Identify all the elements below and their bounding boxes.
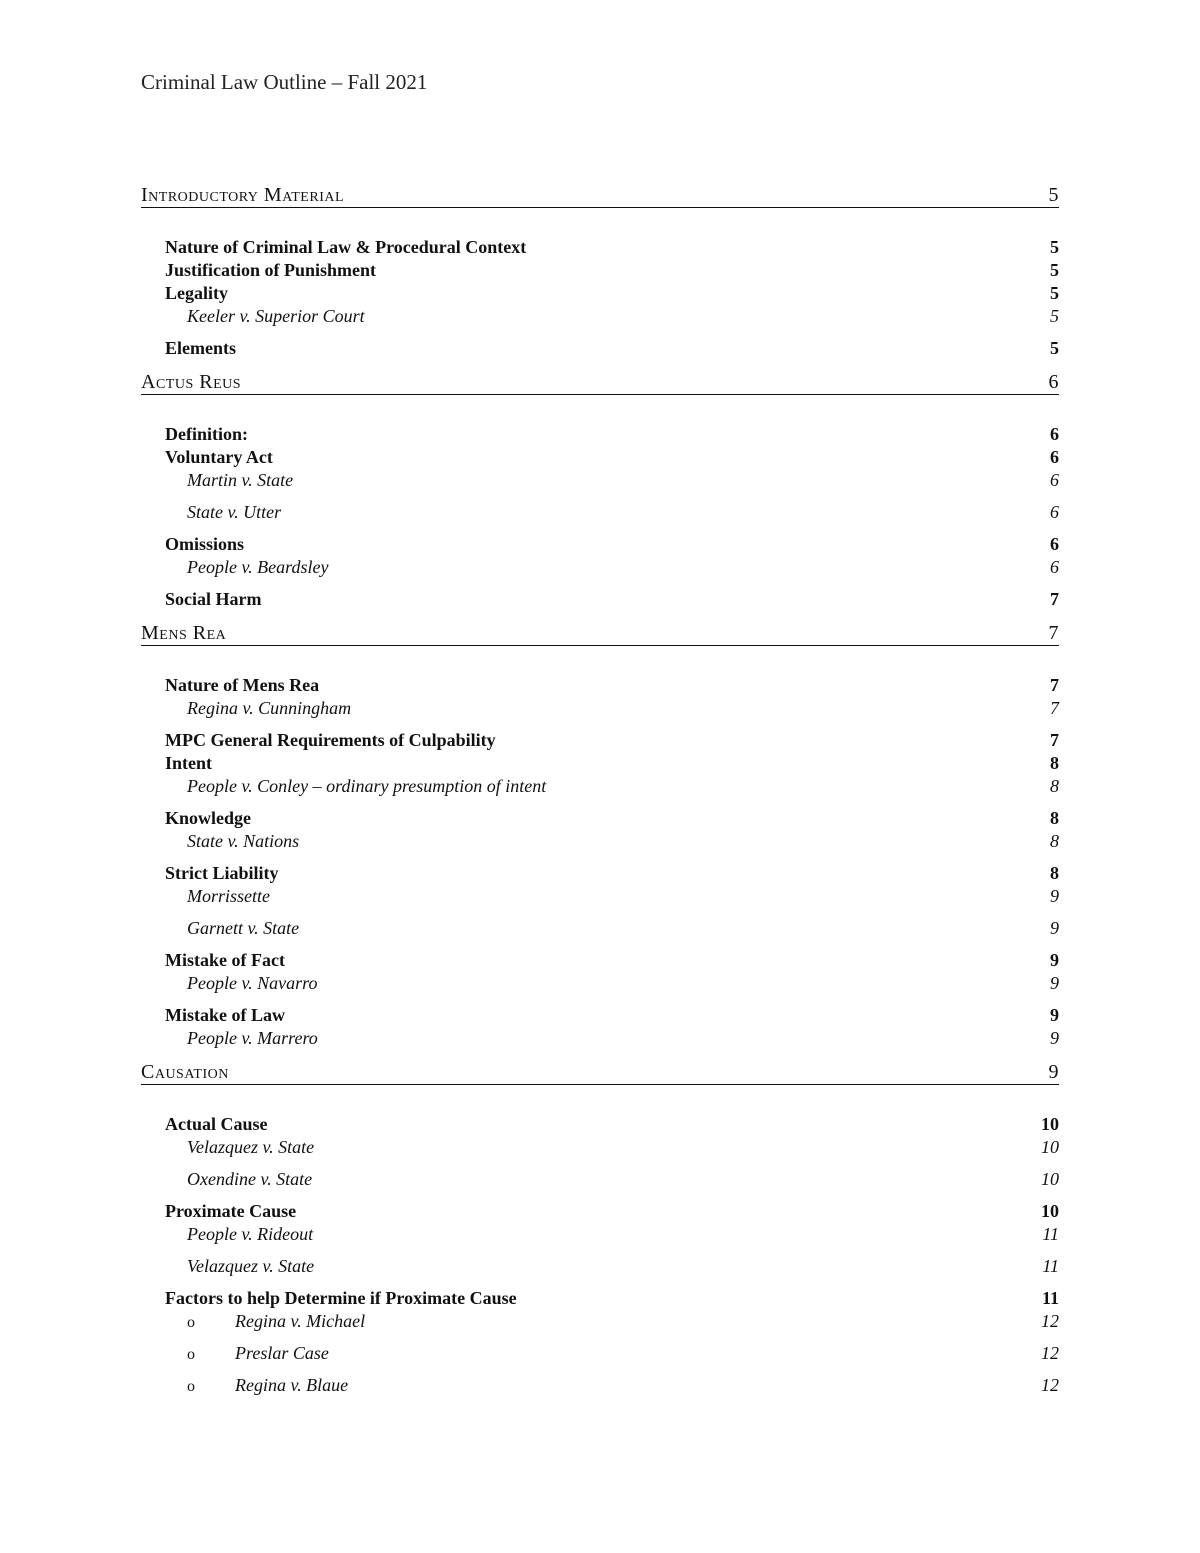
toc-entry-page: 12 — [1041, 1375, 1059, 1395]
toc-section-page: 6 — [1048, 371, 1059, 393]
toc-entry-label — [165, 236, 526, 259]
toc-entry-text: State v. Nations — [187, 831, 300, 851]
toc-entry-text: Morrissette — [187, 886, 270, 906]
toc-entry-page: 8 — [1050, 863, 1059, 883]
toc-case-entry[interactable] — [141, 305, 1059, 328]
toc-case-entry[interactable] — [141, 972, 1059, 995]
toc-section-heading[interactable] — [141, 183, 1059, 208]
toc-entry-page: 9 — [1050, 1005, 1059, 1025]
toc-entry-text: Proximate Cause — [165, 1201, 297, 1221]
toc-section-page: 9 — [1048, 1061, 1059, 1083]
toc-case-entry[interactable] — [141, 1027, 1059, 1050]
toc-entry-text: People v. Beardsley — [187, 557, 329, 577]
toc-entry-text: Velazquez v. State — [187, 1137, 315, 1157]
toc-entry[interactable] — [141, 674, 1059, 697]
toc-section-title: Actus Reus — [141, 371, 242, 393]
toc-entry-text: Mistake of Law — [165, 1005, 285, 1025]
toc-entry-page: 10 — [1041, 1114, 1059, 1134]
toc-entry-text: Velazquez v. State — [187, 1256, 315, 1276]
toc-entry-page: 5 — [1050, 306, 1059, 326]
toc-entry-page: 8 — [1050, 831, 1059, 851]
toc-entry-label — [187, 1255, 314, 1278]
toc-entry[interactable] — [141, 533, 1059, 556]
toc-entry[interactable] — [141, 588, 1059, 611]
toc-entry[interactable] — [141, 1287, 1059, 1310]
toc-entry-page: 11 — [1042, 1224, 1059, 1244]
toc-entry-page: 6 — [1050, 557, 1059, 577]
toc-entry-label — [165, 423, 248, 446]
toc-entry-label — [165, 337, 236, 360]
toc-entry[interactable] — [141, 862, 1059, 885]
toc-case-entry[interactable] — [141, 501, 1059, 524]
toc-entry[interactable] — [141, 337, 1059, 360]
toc-entry-label — [165, 1113, 268, 1136]
toc-entry[interactable] — [141, 1004, 1059, 1027]
toc-entry-text: MPC General Requirements of Culpability — [165, 730, 496, 750]
toc-case-entry[interactable] — [141, 917, 1059, 940]
toc-entry-text: People v. Marrero — [187, 1028, 318, 1048]
toc-entry-text: State v. Utter — [187, 502, 282, 522]
toc-case-entry[interactable] — [141, 1168, 1059, 1191]
toc-entry-text: Intent — [165, 753, 213, 773]
toc-entry-text: Knowledge — [165, 808, 252, 828]
toc-entry[interactable] — [141, 807, 1059, 830]
toc-entry-page: 6 — [1050, 424, 1059, 444]
toc-entry-label — [165, 259, 376, 282]
toc-entry[interactable] — [141, 236, 1059, 259]
toc-entry-page: 9 — [1050, 886, 1059, 906]
toc-entry-page: 6 — [1050, 502, 1059, 522]
toc-entry-label — [165, 674, 319, 697]
toc-entry-label — [165, 1287, 517, 1310]
toc-entry[interactable] — [141, 752, 1059, 775]
toc-entry-label — [187, 972, 317, 995]
toc-entry-label — [165, 446, 273, 469]
toc-entry-text: Omissions — [165, 534, 245, 554]
toc-entry-text: Garnett v. State — [187, 918, 300, 938]
toc-case-entry[interactable] — [141, 1223, 1059, 1246]
toc-entry-page: 6 — [1050, 447, 1059, 467]
toc-entry-label — [165, 949, 285, 972]
toc-entry-text: Martin v. State — [187, 470, 294, 490]
toc-entry-page: 10 — [1041, 1169, 1059, 1189]
toc-entry-label — [187, 501, 281, 524]
toc-entry-text: People v. Rideout — [187, 1224, 314, 1244]
toc-case-entry[interactable] — [141, 775, 1059, 798]
toc-section-title: Introductory Material — [141, 184, 345, 206]
toc-entry-text: Social Harm — [165, 589, 262, 609]
toc-entry-page: 11 — [1041, 1288, 1059, 1308]
toc-entry-text: Definition: — [165, 424, 248, 444]
toc-entry-page: 7 — [1050, 698, 1059, 718]
toc-entry-text: Actual Cause — [165, 1114, 268, 1134]
toc-entry-page: 11 — [1042, 1256, 1059, 1276]
toc-entry-text: Strict Liability — [165, 863, 279, 883]
toc-entry-text: Nature of Mens Rea — [165, 675, 320, 695]
toc-entry-page: 12 — [1041, 1311, 1059, 1331]
toc-entry-page: 9 — [1050, 918, 1059, 938]
toc-section-page: 7 — [1048, 622, 1059, 644]
toc-section-heading[interactable] — [141, 1060, 1059, 1085]
toc-entry-label — [187, 1310, 365, 1333]
toc-entry-text: Nature of Criminal Law & Procedural Context — [165, 237, 527, 257]
toc-entry-text: Keeler v. Superior Court — [187, 306, 365, 326]
toc-entry-page: 6 — [1050, 534, 1059, 554]
toc-entry-page: 10 — [1041, 1137, 1059, 1157]
toc-entry-page: 7 — [1050, 675, 1059, 695]
toc-entry-text: Regina v. Michael — [235, 1311, 366, 1331]
toc-entry-text: Mistake of Fact — [165, 950, 285, 970]
toc-entry-label — [165, 282, 228, 305]
toc-entry[interactable] — [141, 1113, 1059, 1136]
toc-case-entry[interactable] — [141, 1310, 1059, 1333]
toc-entry-page: 10 — [1041, 1201, 1059, 1221]
toc-entry-label — [187, 1374, 348, 1397]
toc-entry[interactable] — [141, 1200, 1059, 1223]
toc-entry-label — [187, 556, 328, 579]
toc-entry[interactable] — [141, 259, 1059, 282]
toc-entry-text: People v. Navarro — [187, 973, 318, 993]
toc-entry-label — [165, 729, 496, 752]
table-of-contents — [141, 179, 1059, 1397]
toc-entry-label — [187, 1136, 314, 1159]
toc-entry-text: Voluntary Act — [165, 447, 273, 467]
toc-entry[interactable] — [141, 423, 1059, 446]
toc-entry-page: 9 — [1050, 1028, 1059, 1048]
toc-entry-text: Regina v. Blaue — [235, 1375, 349, 1395]
toc-entry-label — [187, 469, 293, 492]
bullet-icon: o — [187, 1378, 195, 1395]
bullet-icon: o — [187, 1346, 195, 1363]
toc-entry-page: 8 — [1050, 776, 1059, 796]
toc-entry[interactable] — [141, 949, 1059, 972]
toc-entry-label — [165, 1004, 285, 1027]
toc-case-entry[interactable] — [141, 885, 1059, 908]
toc-entry-page: 5 — [1050, 260, 1059, 280]
toc-entry-page: 7 — [1050, 589, 1059, 609]
toc-entry-label — [187, 1223, 313, 1246]
toc-entry-text: Preslar Case — [235, 1343, 329, 1363]
toc-entry[interactable] — [141, 729, 1059, 752]
toc-case-entry[interactable] — [141, 1374, 1059, 1397]
document-header: Criminal Law Outline – Fall 2021 — [141, 70, 428, 94]
toc-entry-label — [187, 305, 365, 328]
toc-entry-label — [165, 588, 262, 611]
toc-case-entry[interactable] — [141, 469, 1059, 492]
toc-entry-page: 6 — [1050, 470, 1059, 490]
toc-entry-text: Justification of Punishment — [165, 260, 377, 280]
toc-entry-page: 5 — [1050, 237, 1059, 257]
toc-section-heading[interactable] — [141, 621, 1059, 646]
toc-entry-label — [187, 775, 546, 798]
toc-entry-label — [187, 830, 299, 853]
toc-section-heading[interactable] — [141, 370, 1059, 395]
toc-case-entry[interactable] — [141, 1342, 1059, 1365]
toc-entry-page: 5 — [1050, 338, 1059, 358]
toc-entry-text: Legality — [165, 283, 228, 303]
toc-entry-label — [165, 807, 251, 830]
toc-case-entry[interactable] — [141, 1136, 1059, 1159]
toc-entry-text: Regina v. Cunningham — [187, 698, 352, 718]
toc-entry-label — [165, 1200, 296, 1223]
toc-section-page: 5 — [1048, 184, 1059, 206]
toc-entry-label — [187, 697, 351, 720]
toc-entry-page: 7 — [1050, 730, 1059, 750]
toc-entry-page: 9 — [1050, 950, 1059, 970]
toc-entry-label — [165, 862, 279, 885]
toc-entry-page: 12 — [1041, 1343, 1059, 1363]
toc-entry-page: 5 — [1050, 283, 1059, 303]
toc-entry-text: Oxendine v. State — [187, 1169, 313, 1189]
toc-entry[interactable] — [141, 282, 1059, 305]
toc-case-entry[interactable] — [141, 830, 1059, 853]
bullet-icon: o — [187, 1314, 195, 1331]
toc-section-title: Causation — [141, 1061, 229, 1083]
toc-entry[interactable] — [141, 446, 1059, 469]
toc-section-title: Mens Rea — [141, 622, 227, 644]
toc-entry-page: 8 — [1050, 808, 1059, 828]
toc-entry-text: Elements — [165, 338, 236, 358]
toc-entry-page: 9 — [1050, 973, 1059, 993]
toc-entry-label — [187, 917, 299, 940]
toc-case-entry[interactable] — [141, 556, 1059, 579]
toc-entry-label — [165, 752, 212, 775]
toc-entry-label — [165, 533, 244, 556]
toc-entry-page: 8 — [1050, 753, 1059, 773]
toc-entry-text: People v. Conley – ordinary presumption of intent — [187, 776, 547, 796]
toc-entry-text: Factors to help Determine if Proximate Cause — [165, 1288, 517, 1308]
toc-case-entry[interactable] — [141, 1255, 1059, 1278]
toc-entry-label — [187, 1027, 318, 1050]
toc-entry-label — [187, 1168, 312, 1191]
toc-case-entry[interactable] — [141, 697, 1059, 720]
toc-entry-label — [187, 1342, 329, 1365]
toc-entry-label — [187, 885, 270, 908]
